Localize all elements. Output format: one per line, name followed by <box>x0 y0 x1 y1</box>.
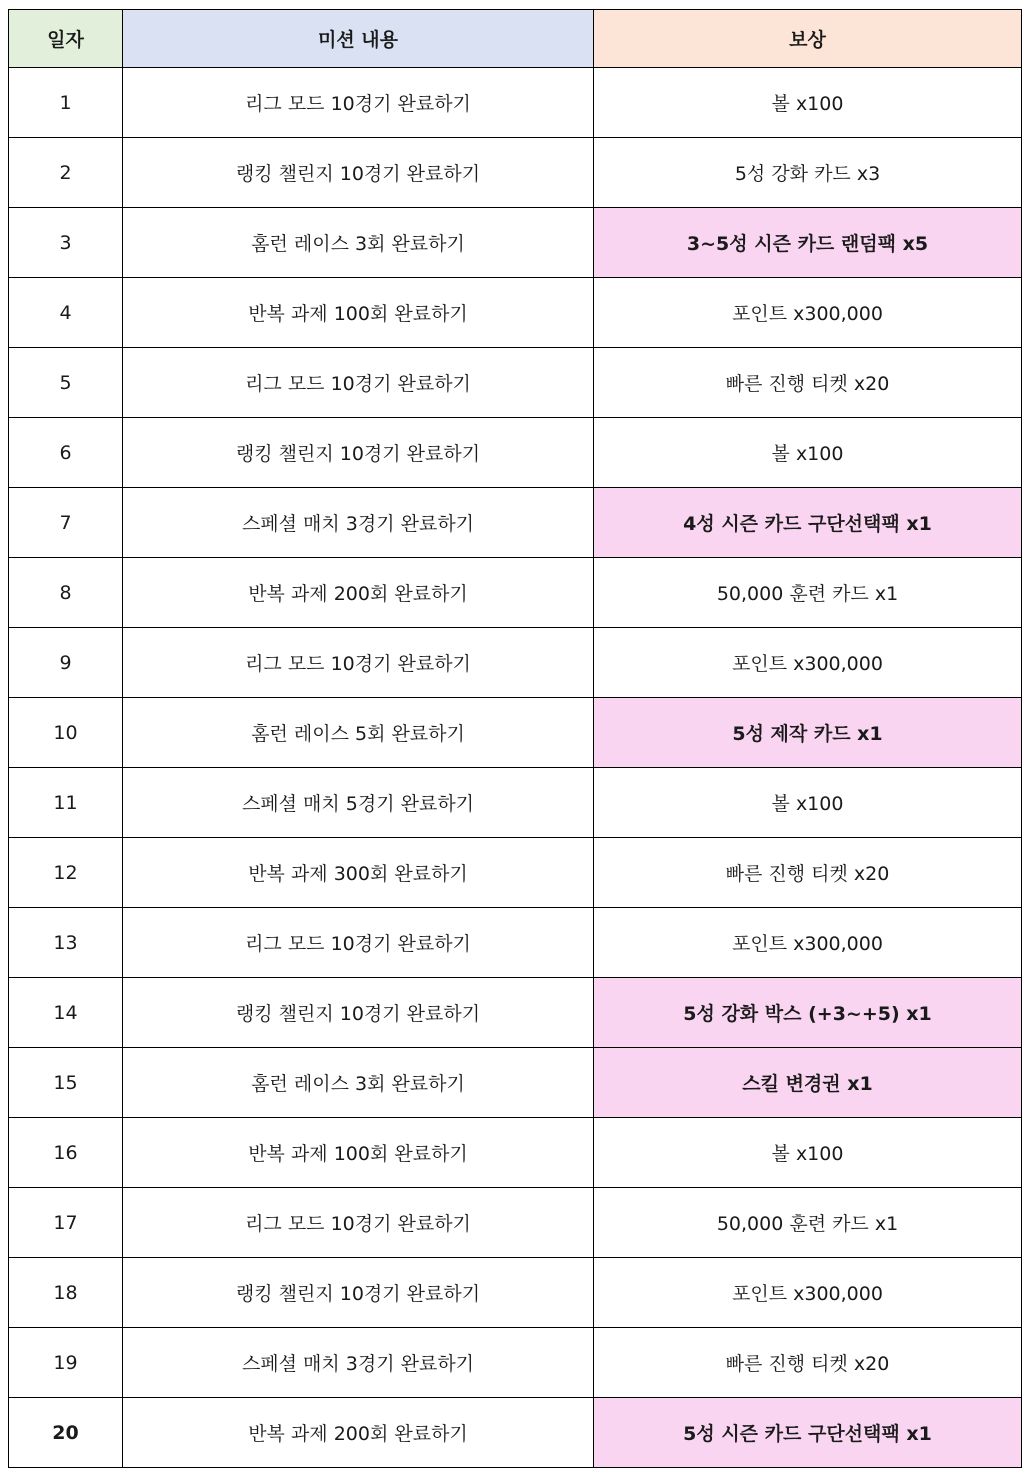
day-cell: 7 <box>9 488 123 558</box>
mission-cell: 홈런 레이스 5회 완료하기 <box>123 698 594 768</box>
day-cell: 6 <box>9 418 123 488</box>
day-cell: 5 <box>9 348 123 418</box>
table-row <box>9 698 1022 768</box>
mission-cell: 홈런 레이스 3회 완료하기 <box>123 208 594 278</box>
table-row <box>9 138 1022 208</box>
reward-cell: 3~5성 시즌 카드 랜덤팩 x5 <box>594 208 1022 278</box>
mission-cell: 리그 모드 10경기 완료하기 <box>123 628 594 698</box>
day-cell: 14 <box>9 978 123 1048</box>
header-row <box>9 10 1022 68</box>
table-row <box>9 838 1022 908</box>
reward-cell: 볼 x100 <box>594 418 1022 488</box>
reward-cell: 5성 제작 카드 x1 <box>594 698 1022 768</box>
table-row <box>9 908 1022 978</box>
reward-cell: 5성 강화 박스 (+3~+5) x1 <box>594 978 1022 1048</box>
day-cell: 15 <box>9 1048 123 1118</box>
header-reward: 보상 <box>594 10 1022 68</box>
table-row <box>9 558 1022 628</box>
reward-cell: 포인트 x300,000 <box>594 628 1022 698</box>
table-row <box>9 1258 1022 1328</box>
mission-cell: 리그 모드 10경기 완료하기 <box>123 908 594 978</box>
mission-cell: 스페셜 매치 5경기 완료하기 <box>123 768 594 838</box>
mission-cell: 반복 과제 100회 완료하기 <box>123 1118 594 1188</box>
mission-cell: 반복 과제 200회 완료하기 <box>123 558 594 628</box>
table-row <box>9 1048 1022 1118</box>
mission-cell: 반복 과제 300회 완료하기 <box>123 838 594 908</box>
reward-cell: 스킬 변경권 x1 <box>594 1048 1022 1118</box>
mission-cell: 반복 과제 200회 완료하기 <box>123 1398 594 1468</box>
reward-cell: 빠른 진행 티켓 x20 <box>594 838 1022 908</box>
day-cell: 18 <box>9 1258 123 1328</box>
mission-cell: 스페셜 매치 3경기 완료하기 <box>123 1328 594 1398</box>
day-cell: 3 <box>9 208 123 278</box>
table-row <box>9 278 1022 348</box>
day-cell: 9 <box>9 628 123 698</box>
reward-cell: 50,000 훈련 카드 x1 <box>594 1188 1022 1258</box>
mission-cell: 리그 모드 10경기 완료하기 <box>123 1188 594 1258</box>
day-cell: 11 <box>9 768 123 838</box>
table-row <box>9 978 1022 1048</box>
day-cell: 12 <box>9 838 123 908</box>
mission-cell: 랭킹 챌린지 10경기 완료하기 <box>123 1258 594 1328</box>
day-cell: 20 <box>9 1398 123 1468</box>
reward-cell: 4성 시즌 카드 구단선택팩 x1 <box>594 488 1022 558</box>
mission-cell: 랭킹 챌린지 10경기 완료하기 <box>123 418 594 488</box>
day-cell: 10 <box>9 698 123 768</box>
day-cell: 4 <box>9 278 123 348</box>
mission-cell: 리그 모드 10경기 완료하기 <box>123 68 594 138</box>
reward-cell: 5성 시즌 카드 구단선택팩 x1 <box>594 1398 1022 1468</box>
table-row <box>9 1328 1022 1398</box>
table-body <box>9 68 1022 1468</box>
mission-cell: 홈런 레이스 3회 완료하기 <box>123 1048 594 1118</box>
reward-cell: 포인트 x300,000 <box>594 1258 1022 1328</box>
table-row <box>9 1398 1022 1468</box>
mission-cell: 랭킹 챌린지 10경기 완료하기 <box>123 978 594 1048</box>
mission-table <box>8 9 1022 1468</box>
table-row <box>9 1188 1022 1258</box>
table-row <box>9 208 1022 278</box>
table-row <box>9 418 1022 488</box>
day-cell: 8 <box>9 558 123 628</box>
header-mission: 미션 내용 <box>123 10 594 68</box>
table-row <box>9 628 1022 698</box>
day-cell: 19 <box>9 1328 123 1398</box>
day-cell: 2 <box>9 138 123 208</box>
mission-cell: 반복 과제 100회 완료하기 <box>123 278 594 348</box>
day-cell: 13 <box>9 908 123 978</box>
reward-cell: 50,000 훈련 카드 x1 <box>594 558 1022 628</box>
table-row <box>9 488 1022 558</box>
table-row <box>9 768 1022 838</box>
day-cell: 17 <box>9 1188 123 1258</box>
reward-cell: 볼 x100 <box>594 768 1022 838</box>
day-cell: 16 <box>9 1118 123 1188</box>
reward-cell: 빠른 진행 티켓 x20 <box>594 348 1022 418</box>
table-row <box>9 68 1022 138</box>
mission-cell: 스페셜 매치 3경기 완료하기 <box>123 488 594 558</box>
mission-table-container <box>8 9 1022 1468</box>
day-cell: 1 <box>9 68 123 138</box>
reward-cell: 5성 강화 카드 x3 <box>594 138 1022 208</box>
mission-cell: 랭킹 챌린지 10경기 완료하기 <box>123 138 594 208</box>
table-row <box>9 348 1022 418</box>
reward-cell: 볼 x100 <box>594 68 1022 138</box>
reward-cell: 빠른 진행 티켓 x20 <box>594 1328 1022 1398</box>
reward-cell: 포인트 x300,000 <box>594 278 1022 348</box>
reward-cell: 볼 x100 <box>594 1118 1022 1188</box>
mission-cell: 리그 모드 10경기 완료하기 <box>123 348 594 418</box>
table-row <box>9 1118 1022 1188</box>
header-day: 일자 <box>9 10 123 68</box>
reward-cell: 포인트 x300,000 <box>594 908 1022 978</box>
